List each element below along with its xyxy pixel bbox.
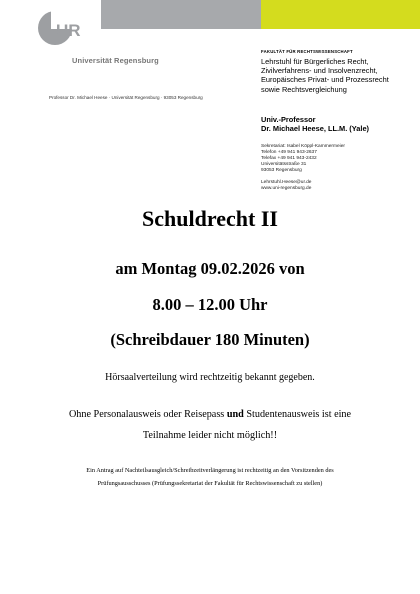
professor-name: Dr. Michael Heese, LL.M. (Yale)	[261, 124, 370, 134]
id-requirement-note	[0, 409, 420, 420]
header-yellow-bar	[261, 0, 420, 29]
exam-title: Schuldrecht II	[142, 206, 278, 231]
id-note-part: Studentenausweis ist eine	[243, 409, 352, 420]
website-link[interactable]: www.uni-regensburg.de	[261, 186, 312, 191]
logo-text: UR	[56, 21, 81, 40]
chair-line: Lehrstuhl für Bürgerliches Recht,	[261, 57, 369, 66]
city: 93053 Regensburg	[261, 168, 302, 173]
faculty-name: FAKULTÄT FÜR RECHTSWISSENSCHAFT	[261, 49, 353, 54]
id-note-part: Ohne Personalausweis oder Reisepass	[68, 409, 227, 420]
room-info: Hörsaalverteilung wird rechtzeitig bekannt gegeben.	[105, 372, 315, 383]
exam-time: 8.00 – 12.00 Uhr	[152, 295, 268, 314]
street: Universitätsstraße 31	[261, 162, 307, 167]
secretariat: Sekretariat: Isabel Köppl-Kammermeier	[261, 144, 345, 149]
chair-line: Zivilverfahrens- und Insolvenzrecht,	[261, 66, 378, 76]
contact-block	[261, 144, 345, 192]
chair-line: sowie Rechtsvergleichung	[261, 84, 347, 94]
email-link[interactable]: Lehrstuhl.Heese@ur.de	[261, 180, 312, 185]
application-note-line1: Ein Antrag auf Nachteilsausgleich/Schreibzeitverlängerung ist rechtzeitig an den Vorsitzenden des	[86, 467, 334, 474]
id-note-emphasis: und	[226, 409, 244, 420]
phone: Telefon +49 941 943-2637	[261, 150, 317, 155]
exam-duration: (Schreibdauer 180 Minuten)	[110, 330, 310, 349]
id-requirement-note-line2: Teilnahme leider nicht möglich!!	[142, 430, 278, 441]
exam-date: am Montag 09.02.2026 von	[115, 259, 305, 278]
professor-title: Univ.-Professor	[261, 115, 316, 124]
sender-address-line: Professor Dr. Michael Heese · Universität Regensburg · 93053 Regensburg	[49, 95, 203, 100]
application-note-line2: Prüfungsausschusses (Prüfungssekretariat der Fakultät für Rechtswissenschaft zu stellen)	[97, 480, 323, 487]
professor-block	[261, 115, 369, 134]
university-name: Universität Regensburg	[72, 56, 159, 65]
fax: Telefax +49 941 943-2432	[261, 156, 317, 161]
header-gray-bar	[101, 0, 261, 29]
university-logo	[36, 9, 96, 53]
chair-line: Europäisches Privat- und Prozessrecht	[261, 75, 389, 85]
chair-description	[261, 57, 420, 94]
